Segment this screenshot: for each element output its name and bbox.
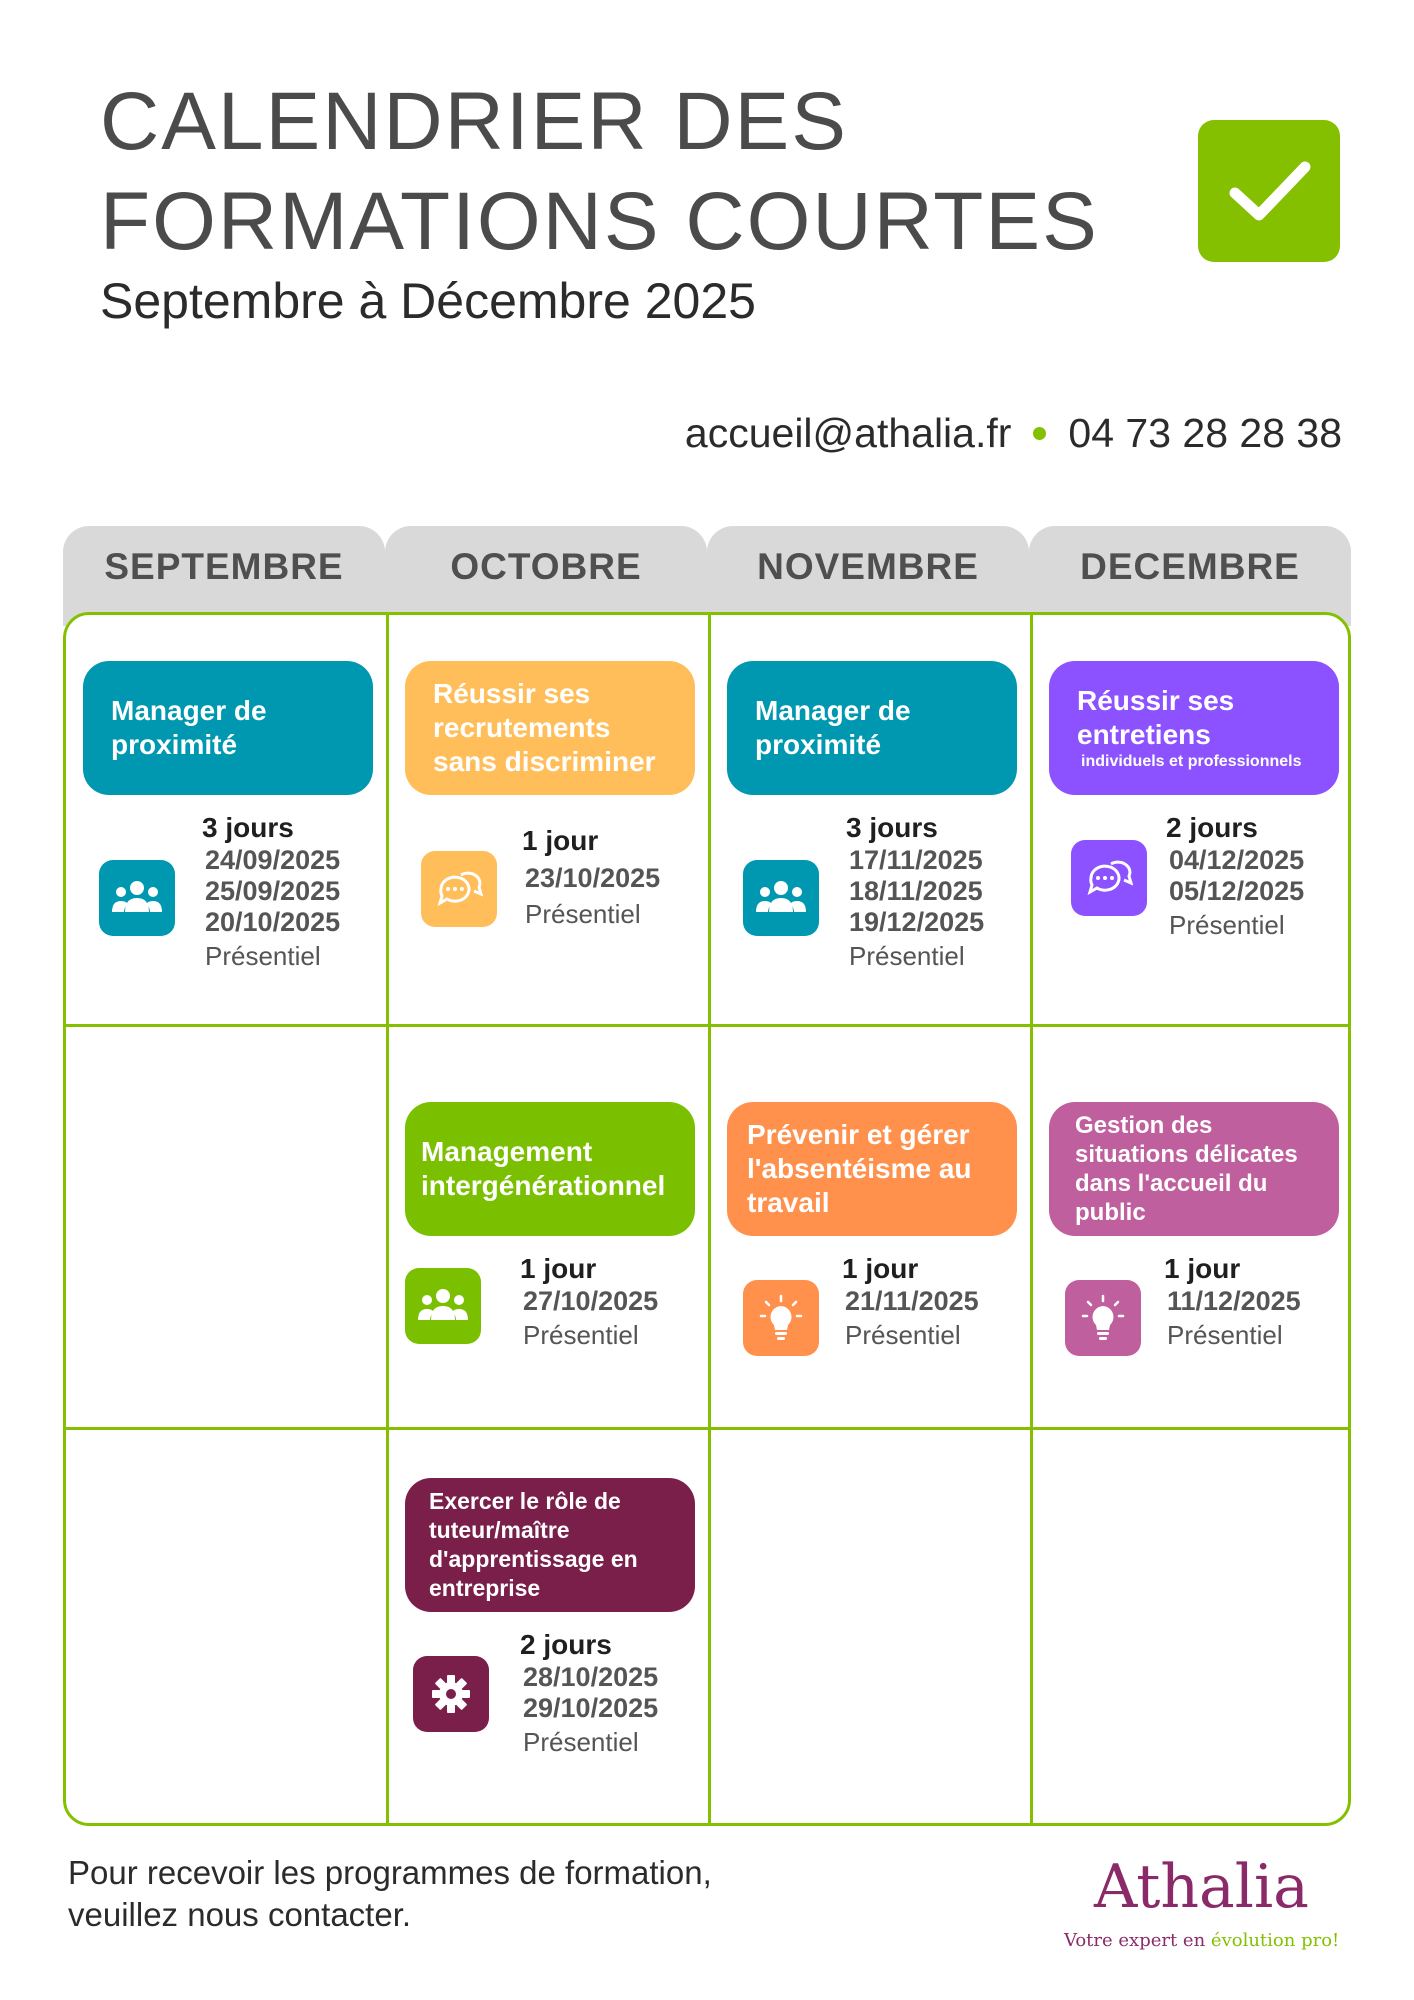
page-title (100, 72, 1099, 272)
training-duration: 2 jours (1166, 812, 1258, 843)
chat-icon (421, 851, 497, 927)
contact-email[interactable]: accueil@athalia.fr (684, 410, 1012, 456)
gear-icon (413, 1656, 489, 1732)
training-title: Exercer le rôle de tuteur/maître d'apprentissage en entreprise (429, 1488, 638, 1601)
training-info-tuteur (520, 1628, 658, 1760)
training-mode: Présentiel (523, 1320, 639, 1350)
logo-tagline-part1: Votre expert en (1064, 1930, 1206, 1951)
training-date: 29/10/2025 (523, 1693, 659, 1723)
training-duration: 2 jours (520, 1629, 612, 1660)
training-title: Réussir ses entretiens (1077, 685, 1235, 750)
month-tabs (63, 526, 1351, 626)
training-date: 05/12/2025 (1169, 876, 1305, 906)
training-mode: Présentiel (845, 1320, 961, 1350)
training-duration: 3 jours (846, 812, 938, 843)
training-date: 21/11/2025 (845, 1286, 979, 1316)
training-duration: 1 jour (522, 825, 599, 856)
training-card-tuteur[interactable] (405, 1478, 695, 1612)
contact-phone[interactable]: 04 73 28 28 38 (1068, 410, 1342, 456)
training-mode: Présentiel (1167, 1320, 1283, 1350)
training-duration: 1 jour (1164, 1253, 1241, 1284)
training-mode: Présentiel (523, 1727, 639, 1757)
training-date: 19/12/2025 (849, 907, 985, 937)
training-info-situations (1164, 1252, 1301, 1353)
training-info-recrutements (522, 824, 660, 932)
footer-line-2: veuillez nous contacter. (68, 1896, 412, 1933)
training-title: Manager de proximité (755, 695, 911, 760)
training-date: 18/11/2025 (849, 876, 983, 906)
training-info-entretiens (1166, 811, 1304, 943)
training-date: 24/09/2025 (205, 845, 341, 875)
training-mode: Présentiel (849, 941, 965, 971)
footer-text (68, 1852, 712, 1936)
lightbulb-icon (743, 1280, 819, 1356)
athalia-logo (1064, 1852, 1354, 1952)
training-date: 04/12/2025 (1169, 845, 1305, 875)
grid-divider (1030, 615, 1033, 1823)
group-icon (99, 860, 175, 936)
footer-line-1: Pour recevoir les programmes de formation, (68, 1854, 712, 1891)
training-card-manager-sep[interactable] (83, 661, 373, 795)
chat-icon (1071, 840, 1147, 916)
month-tab-september: SEPTEMBRE (63, 526, 385, 626)
grid-divider (708, 615, 711, 1823)
training-card-absenteisme[interactable] (727, 1102, 1017, 1236)
training-title: Management intergénérationnel (421, 1136, 666, 1201)
training-card-entretiens[interactable] (1049, 661, 1339, 795)
training-date: 20/10/2025 (205, 907, 341, 937)
logo-tagline (1064, 1930, 1339, 1951)
training-info-manager-sep (202, 811, 340, 974)
grid-divider (66, 1427, 1348, 1430)
month-tab-october: OCTOBRE (385, 526, 707, 626)
training-duration: 3 jours (202, 812, 294, 843)
training-title: Réussir ses recrutements sans discriminer (433, 678, 656, 777)
logo-tagline-end: ! (1332, 1930, 1340, 1951)
training-title: Prévenir et gérer l'absentéisme au travail (747, 1119, 972, 1218)
training-date: 23/10/2025 (525, 863, 661, 893)
calendar-grid (63, 612, 1351, 1826)
grid-divider (386, 615, 389, 1823)
training-card-situations[interactable] (1049, 1102, 1339, 1236)
training-duration: 1 jour (842, 1253, 919, 1284)
training-info-absenteisme (842, 1252, 979, 1353)
page-subtitle: Septembre à Décembre 2025 (100, 273, 756, 329)
month-tab-november: NOVEMBRE (707, 526, 1029, 626)
logo-tagline-part2: évolution pro (1210, 1930, 1333, 1951)
training-card-recrutements[interactable] (405, 661, 695, 795)
separator-dot (1033, 427, 1046, 440)
training-date: 25/09/2025 (205, 876, 341, 906)
training-mode: Présentiel (525, 899, 641, 929)
training-mode: Présentiel (205, 941, 321, 971)
title-line-1: CALENDRIER DES (100, 76, 848, 167)
training-subtitle: individuels et professionnels (1081, 753, 1302, 770)
logo-name: Athalia (1094, 1852, 1309, 1922)
training-card-manager-nov[interactable] (727, 661, 1017, 795)
training-date: 11/12/2025 (1167, 1286, 1301, 1316)
training-info-manager-nov (846, 811, 984, 974)
training-mode: Présentiel (1169, 910, 1285, 940)
training-title: Manager de proximité (111, 695, 267, 760)
title-line-2: FORMATIONS COURTES (100, 176, 1099, 267)
group-icon (405, 1268, 481, 1344)
month-tab-december: DECEMBRE (1029, 526, 1351, 626)
group-icon (743, 860, 819, 936)
training-date: 28/10/2025 (523, 1662, 659, 1692)
training-title: Gestion des situations délicates dans l'accueil du public (1075, 1112, 1298, 1226)
training-duration: 1 jour (520, 1253, 597, 1284)
training-info-intergenerationnel (520, 1252, 658, 1353)
checkmark-icon (1198, 120, 1340, 262)
lightbulb-icon (1065, 1280, 1141, 1356)
training-date: 27/10/2025 (523, 1286, 659, 1316)
training-card-intergenerationnel[interactable] (405, 1102, 695, 1236)
training-date: 17/11/2025 (849, 845, 983, 875)
contact-info (685, 410, 1342, 457)
grid-divider (66, 1024, 1348, 1027)
